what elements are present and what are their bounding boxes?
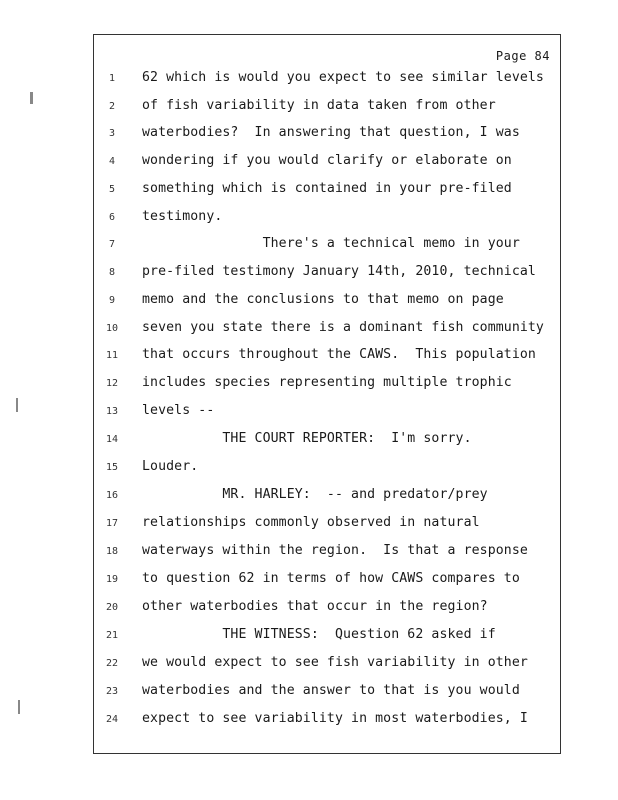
- line-text: Louder.: [142, 459, 199, 474]
- transcript-page: [93, 34, 561, 754]
- transcript-line: [94, 627, 560, 647]
- line-number: 12: [105, 378, 119, 389]
- line-number: 17: [105, 518, 119, 529]
- line-number: 6: [108, 212, 116, 223]
- line-number: 8: [108, 267, 116, 278]
- line-text: THE WITNESS: Question 62 asked if: [142, 627, 496, 642]
- line-text: other waterbodies that occur in the region?: [142, 599, 488, 614]
- transcript-line: [94, 683, 560, 703]
- line-number: 7: [108, 239, 116, 250]
- line-number: 22: [105, 658, 119, 669]
- line-text: There's a technical memo in your: [142, 236, 520, 251]
- transcript-line: [94, 347, 560, 367]
- line-text: relationships commonly observed in natural: [142, 515, 480, 530]
- line-number: 3: [108, 128, 116, 139]
- line-text: to question 62 in terms of how CAWS compares to: [142, 571, 520, 586]
- line-number: 4: [108, 156, 116, 167]
- transcript-line: [94, 403, 560, 423]
- line-number: 16: [105, 490, 119, 501]
- line-text: wondering if you would clarify or elaborate on: [142, 153, 512, 168]
- line-text: seven you state there is a dominant fish community: [142, 320, 544, 335]
- line-text: that occurs throughout the CAWS. This population: [142, 347, 536, 362]
- line-number: 24: [105, 714, 119, 725]
- transcript-line: [94, 70, 560, 90]
- line-number: 5: [108, 184, 116, 195]
- transcript-line: [94, 292, 560, 312]
- scan-mark: [16, 398, 18, 412]
- transcript-line: [94, 487, 560, 507]
- line-number: 23: [105, 686, 119, 697]
- transcript-line: [94, 236, 560, 256]
- line-number: 14: [105, 434, 119, 445]
- line-number: 15: [105, 462, 119, 473]
- transcript-line: [94, 599, 560, 619]
- transcript-line: [94, 153, 560, 173]
- line-text: pre-filed testimony January 14th, 2010, technical: [142, 264, 536, 279]
- transcript-line: [94, 320, 560, 340]
- line-text: includes species representing multiple trophic: [142, 375, 512, 390]
- transcript-line: [94, 543, 560, 563]
- line-number: 11: [105, 350, 119, 361]
- transcript-line: [94, 375, 560, 395]
- page-number: Page 84: [495, 49, 550, 63]
- line-text: waterbodies and the answer to that is you would: [142, 683, 520, 698]
- line-text: waterways within the region. Is that a response: [142, 543, 528, 558]
- line-text: something which is contained in your pre-filed: [142, 181, 512, 196]
- transcript-line: [94, 209, 560, 229]
- line-text: waterbodies? In answering that question, I was: [142, 125, 520, 140]
- line-number: 13: [105, 406, 119, 417]
- line-number: 10: [105, 323, 119, 334]
- scan-mark: [18, 700, 20, 714]
- line-number: 21: [105, 630, 119, 641]
- transcript-line: [94, 98, 560, 118]
- line-text: levels --: [142, 403, 215, 418]
- scan-mark: [30, 92, 33, 104]
- line-text: testimony.: [142, 209, 223, 224]
- line-text: THE COURT REPORTER: I'm sorry.: [142, 431, 472, 446]
- transcript-line: [94, 515, 560, 535]
- transcript-line: [94, 431, 560, 451]
- transcript-line: [94, 264, 560, 284]
- line-number: 2: [108, 101, 116, 112]
- transcript-line: [94, 711, 560, 731]
- line-text: we would expect to see fish variability in other: [142, 655, 528, 670]
- transcript-line: [94, 181, 560, 201]
- transcript-line: [94, 459, 560, 479]
- line-number: 19: [105, 574, 119, 585]
- transcript-line: [94, 125, 560, 145]
- line-number: 9: [108, 295, 116, 306]
- transcript-line: [94, 655, 560, 675]
- line-number: 1: [108, 73, 116, 84]
- line-text: 62 which is would you expect to see similar levels: [142, 70, 544, 85]
- line-text: memo and the conclusions to that memo on page: [142, 292, 504, 307]
- line-text: MR. HARLEY: -- and predator/prey: [142, 487, 488, 502]
- transcript-line: [94, 571, 560, 591]
- line-number: 18: [105, 546, 119, 557]
- line-number: 20: [105, 602, 119, 613]
- line-text: of fish variability in data taken from other: [142, 98, 496, 113]
- line-text: expect to see variability in most waterbodies, I: [142, 711, 528, 726]
